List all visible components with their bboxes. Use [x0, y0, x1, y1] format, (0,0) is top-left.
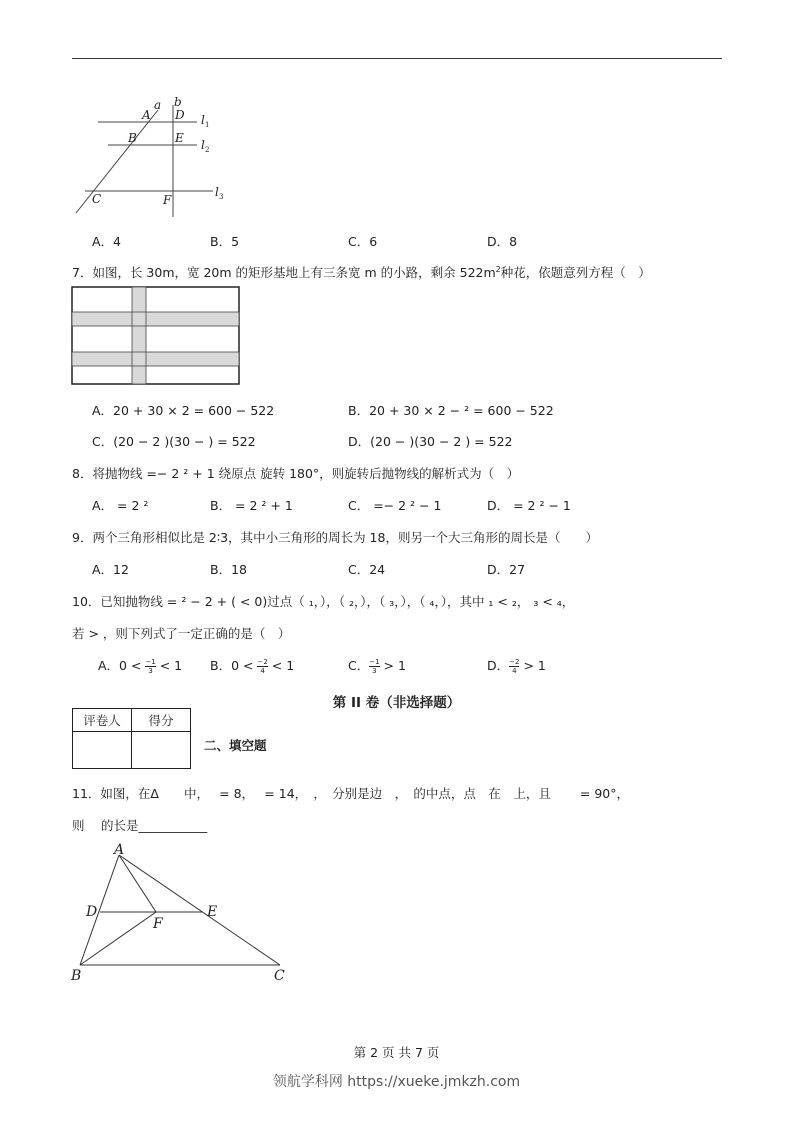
q11-stem-line2: 则 的长是___________	[72, 818, 208, 833]
label-A: A	[114, 842, 125, 858]
answer-blank[interactable]: ___________	[138, 818, 208, 833]
score-cell	[132, 732, 191, 769]
score-box	[72, 708, 191, 769]
grader-header: 评卷人	[73, 709, 132, 732]
label-l2: l	[201, 138, 205, 152]
header-rule	[72, 58, 722, 59]
label-D: D	[86, 904, 98, 920]
q10-option-a: A．0 < $\frac{-1}{3}$ < 1	[98, 658, 183, 675]
label-C: C	[274, 968, 285, 984]
label-B: B	[128, 131, 137, 145]
fill-in-heading: 二、填空题	[204, 738, 267, 753]
q7-stem: 7．如图，长 30m，宽 20m 的矩形基地上有三条宽 m 的小路，剩余 $522m^2$种花，依题意列方程（ ）	[72, 264, 651, 280]
svg-text:1: 1	[205, 121, 210, 129]
page-number: 第 2 页 共 7 页	[353, 1045, 440, 1060]
q9-option-b: B．18	[210, 562, 247, 577]
label-A: A	[142, 108, 151, 122]
q9-stem: 9．两个三角形相似比是 2∶3，其中小三角形的周长为 18，则另一个大三角形的周长是（ ）	[72, 530, 598, 545]
rectangle-paths-figure	[71, 286, 241, 386]
q10-stem-line1: 10．已知抛物线 = ² − 2 + ( < 0)过点（ ₁，），（ ₂，），（ ₃，），（ ₄，），其中 ₁ < ₂， ₃ < ₄，	[72, 594, 575, 609]
label-C: C	[92, 192, 102, 206]
q6-option-d: D．8	[487, 234, 518, 249]
section-title: 第 II 卷（非选择题）	[332, 695, 461, 711]
q11-stem-line1: 11．如图，在Δ 中， = 8， = 14， ， 分别是边 ， 的中点，点 在 上，且 = 90°，	[72, 786, 629, 801]
label-l3: l	[215, 185, 219, 199]
label-B: B	[71, 968, 82, 984]
q10-option-d: D． $\frac{-2}{4}$ > 1	[487, 658, 546, 675]
label-D: D	[175, 108, 185, 122]
label-F: F	[163, 193, 172, 207]
q6-option-c: C．6	[348, 234, 378, 249]
label-a: a	[154, 98, 162, 112]
q9-option-c: C．24	[348, 562, 386, 577]
q7-option-b: B．20 + 30 × 2 − ² = 600 − 522	[348, 403, 554, 418]
q6-option-a: A．4	[92, 234, 122, 249]
q10-stem-line2: 若 > ，则下列式了一定正确的是（ ）	[72, 626, 291, 641]
q7-option-a: A．20 + 30 × 2 = 600 − 522	[92, 403, 275, 418]
q9-option-d: D．27	[487, 562, 526, 577]
q8-option-b: B． = 2 ² + 1	[210, 498, 293, 513]
score-header: 得分	[132, 709, 191, 732]
q8-stem: 8．将抛物线 =− 2 ² + 1 绕原点 旋转 180°，则旋转后抛物线的解析式为（ ）	[72, 466, 520, 481]
svg-text:2: 2	[205, 146, 210, 154]
svg-text:3: 3	[219, 193, 224, 201]
label-b: b	[174, 95, 182, 109]
triangle-figure	[68, 840, 298, 985]
parallel-lines-figure	[70, 95, 240, 220]
label-l1: l	[201, 113, 205, 127]
site-watermark: 领航学科网 https://xueke.jmkzh.com	[272, 1074, 521, 1090]
label-E: E	[207, 904, 218, 920]
grader-cell	[73, 732, 132, 769]
q8-option-c: C． =− 2 ² − 1	[348, 498, 442, 513]
q8-option-d: D． = 2 ² − 1	[487, 498, 571, 513]
q6-option-b: B．5	[210, 234, 240, 249]
q10-option-b: B．0 < $\frac{-2}{4}$ < 1	[210, 658, 295, 675]
q10-option-c: C． $\frac{-1}{3}$ > 1	[348, 658, 406, 675]
label-E: E	[175, 131, 184, 145]
q9-option-a: A．12	[92, 562, 129, 577]
label-F: F	[153, 916, 163, 932]
q7-option-d: D．(20 − )(30 − 2 ) = 522	[348, 434, 513, 449]
q8-option-a: A． = 2 ²	[92, 498, 149, 513]
q7-option-c: C．(20 − 2 )(30 − ) = 522	[92, 434, 256, 449]
